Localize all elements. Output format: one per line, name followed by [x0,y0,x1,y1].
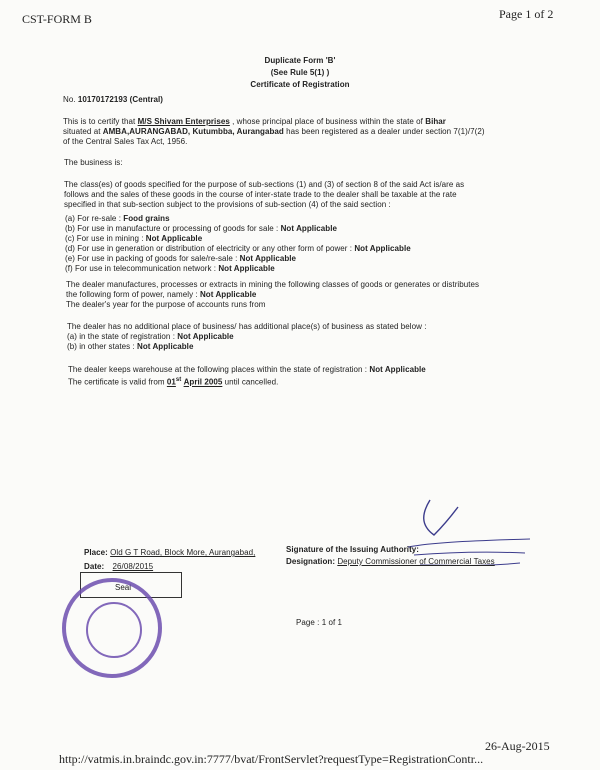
classes-line-3: specified in that sub-section subject to the provisions of sub-section (4) of the said section : [64,200,391,209]
other-states-value: Not Applicable [137,342,194,351]
item-value: Food grains [123,214,170,223]
valid-pre: The certificate is valid from [68,377,165,387]
other-states-label: (b) in other states : [67,342,135,351]
warehouse-paragraph [68,365,538,388]
doc-title-2: (See Rule 5(1) ) [270,68,330,77]
accounts-year-line: The dealer's year for the purpose of accounts runs from [66,300,266,309]
designation-value: Deputy Commissioner of Commercial Taxes [337,557,495,566]
date-label: Date: [84,562,105,571]
certify-line2-pre: situated at [63,127,101,136]
item-value: Not Applicable [354,244,411,253]
item-label: (c) For use in mining : [65,234,144,243]
in-state-value: Not Applicable [177,332,234,341]
signature-label: Signature of the Issuing Authority: [286,545,420,554]
certify-paragraph [63,117,533,147]
doc-title-3: Certificate of Registration [250,80,350,89]
reg-number-value: 10170172193 (Central) [77,95,163,104]
manufacture-line-2: the following form of power, namely : [66,290,198,299]
list-item [65,224,535,234]
footer-page: Page : 1 of 1 [296,618,343,627]
valid-sup: st [175,377,182,383]
additional-place-line: The dealer has no additional place of business/ has additional place(s) of business as stated below : [67,322,427,331]
certify-line2-post: has been registered as a dealer under section 7(1)/7(2) [286,127,485,136]
designation-row [286,557,495,567]
registration-number [63,95,163,105]
certify-line3: of the Central Sales Tax Act, 1956. [63,137,188,146]
item-value: Not Applicable [218,264,275,273]
item-value: Not Applicable [280,224,338,233]
business-heading: The business is: [64,158,123,167]
certify-intro: This is to certify that [63,117,136,126]
valid-date: April 2005 [183,377,223,387]
stamp-emblem [86,602,142,658]
list-item [65,254,535,264]
manufacture-value: Not Applicable [199,290,257,299]
print-date: 26-Aug-2015 [485,739,550,753]
item-label: (d) For use in generation or distribution of electricity or any other form of power : [65,244,353,253]
signature-row [286,545,419,555]
item-label: (f) For use in telecommunication network : [65,264,217,273]
item-value: Not Applicable [145,234,203,243]
additional-place-paragraph [67,322,537,352]
form-label: CST-FORM B [22,12,92,26]
in-state-label: (a) in the state of registration : [67,332,175,341]
page-indicator: Page 1 of 2 [499,7,554,21]
official-stamp [62,578,162,678]
item-value: Not Applicable [239,254,297,263]
page-url: http://vatmis.in.braindc.gov.in:7777/bvat/FrontServlet?requestType=RegistrationContr... [59,752,484,766]
place-value: Old G T Road, Block More, Aurangabad, [110,548,256,557]
valid-post: until cancelled. [224,377,279,387]
warehouse-value: Not Applicable [369,365,426,374]
manufacture-paragraph [66,280,536,310]
seal-label: Seal [115,583,132,592]
signature-ink [400,495,560,585]
firm-name: M/S Shivam Enterprises [137,117,230,126]
classes-line-1: The class(es) of goods specified for the purpose of sub-sections (1) and (3) of section 8 of the said Act is/are as [64,180,465,189]
valid-day: 01 [166,377,176,387]
reg-prefix: No. [63,95,76,104]
list-item [65,244,535,254]
goods-classes-list [65,214,535,274]
date-value: 26/08/2015 [112,562,154,571]
item-label: (e) For use in packing of goods for sale/re-sale : [65,254,238,263]
list-item [65,264,535,274]
manufacture-line-1: The dealer manufactures, processes or extracts in mining the following classes of goods or generates or distributes [66,280,480,289]
place-row [84,548,255,558]
place-label: Place: [84,548,108,557]
date-row [84,562,153,572]
item-label: (b) For use in manufacture or processing of goods for sale : [65,224,279,233]
business-address: AMBA,AURANGABAD, Kutumbba, Aurangabad [102,127,284,136]
classes-line-2: follows and the sales of these goods in the course of inter-state trade to the dealer shall be taxable at the rate [64,190,457,199]
certify-mid: , whose principal place of business within the state of [229,117,423,126]
list-item [65,234,535,244]
classes-paragraph [64,180,544,210]
state-name: Bihar [425,117,446,126]
warehouse-label: The dealer keeps warehouse at the following places within the state of registration : [68,365,368,374]
list-item [65,214,535,224]
designation-label: Designation: [286,557,336,566]
doc-title-1: Duplicate Form 'B' [264,56,336,65]
item-label: (a) For re-sale : [65,214,121,223]
